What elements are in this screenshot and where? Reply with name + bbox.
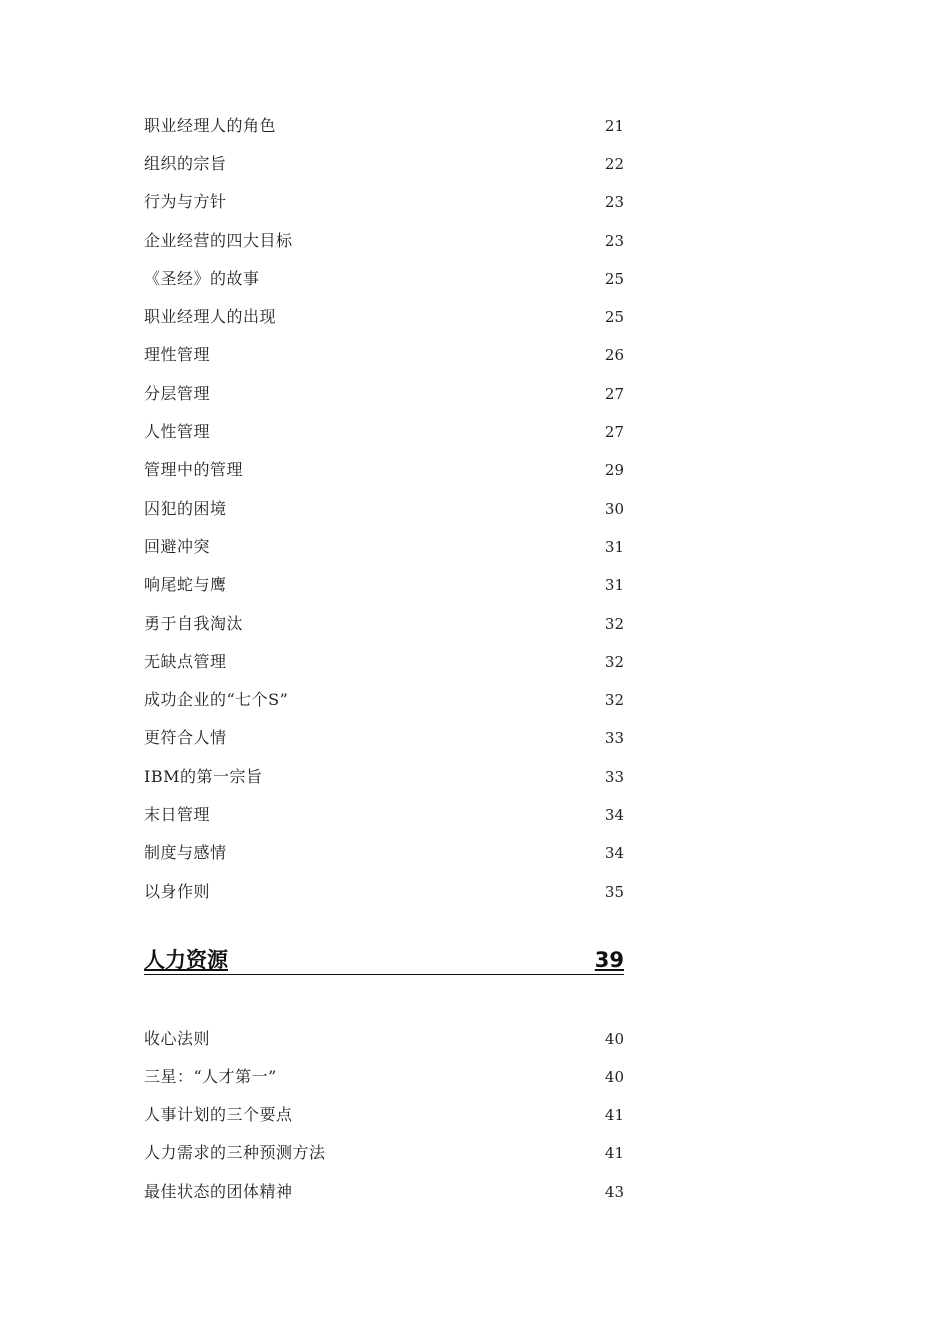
toc-entry-title: 回避冲突 [144,537,211,556]
toc-entry-title: 三星：“人才第一” [144,1067,277,1086]
toc-entry[interactable] [144,765,624,789]
toc-entry[interactable] [144,573,624,597]
toc-entry-page: 26 [604,346,624,364]
toc-entry-title: 成功企业的“七个S” [144,690,289,709]
toc-entry-page: 35 [604,883,624,901]
toc-entry-title: 企业经营的四大目标 [144,231,293,250]
toc-entry[interactable] [144,726,624,750]
toc-section-heading[interactable] [144,944,624,975]
toc-entry-title: 响尾蛇与鹰 [144,575,227,594]
toc-entry-title: 收心法则 [144,1029,211,1048]
toc-entry[interactable] [144,114,624,138]
toc-entry[interactable] [144,612,624,636]
toc-entry-page: 41 [604,1144,624,1162]
toc-entry-title: 职业经理人的出现 [144,307,277,326]
toc-entry[interactable] [144,497,624,521]
toc-entry-title: 末日管理 [144,805,211,824]
toc-entry[interactable] [144,1027,624,1051]
toc-entry-page: 33 [604,768,624,786]
toc-entry[interactable] [144,535,624,559]
toc-entry-page: 34 [604,844,624,862]
toc-entry-page: 33 [604,729,624,747]
toc-entry[interactable] [144,382,624,406]
toc-entry[interactable] [144,841,624,865]
toc-entry-title: 更符合人情 [144,728,227,747]
toc-entry-page: 43 [604,1183,624,1201]
toc-entry[interactable] [144,688,624,712]
toc-entry-title: 以身作则 [144,882,211,901]
toc-entry-page: 40 [604,1068,624,1086]
toc-entry[interactable] [144,1180,624,1204]
toc-entry-page: 27 [604,385,624,403]
toc-entry[interactable] [144,1103,624,1127]
toc-entry-page: 23 [604,193,624,211]
toc-entry-title: 理性管理 [144,345,211,364]
toc-entry-title: 勇于自我淘汰 [144,614,244,633]
toc-entry-page: 27 [604,423,624,441]
toc-entry[interactable] [144,1141,624,1165]
toc-entry-page: 31 [604,576,624,594]
toc-entry[interactable] [144,1065,624,1089]
toc-entry[interactable] [144,420,624,444]
toc-entry-page: 32 [604,691,624,709]
toc-entry-title: 制度与感情 [144,843,227,862]
section-page: 39 [594,948,624,972]
toc-entry-page: 31 [604,538,624,556]
toc-entry-title: 人事计划的三个要点 [144,1105,293,1124]
toc-entry-title: 最佳状态的团体精神 [144,1182,293,1201]
toc-entry-title: 人性管理 [144,422,211,441]
toc-entry-page: 30 [604,500,624,518]
toc-entry-page: 29 [604,461,624,479]
toc-entry-page: 34 [604,806,624,824]
toc-entry[interactable] [144,458,624,482]
toc-entry[interactable] [144,190,624,214]
toc-entry-page: 32 [604,653,624,671]
toc-entry[interactable] [144,229,624,253]
toc-entry[interactable] [144,152,624,176]
toc-entry-title: 管理中的管理 [144,460,244,479]
toc-entry-page: 21 [604,117,624,135]
toc-entry-page: 22 [604,155,624,173]
toc-entry[interactable] [144,267,624,291]
toc-entry-page: 41 [604,1106,624,1124]
toc-entry[interactable] [144,343,624,367]
toc-entry-page: 32 [604,615,624,633]
toc-entry-title: 分层管理 [144,384,211,403]
section-title: 人力资源 [144,948,228,972]
toc-entry[interactable] [144,880,624,904]
toc-entry[interactable] [144,803,624,827]
toc-entry-title: 无缺点管理 [144,652,227,671]
toc-entry-page: 23 [604,232,624,250]
toc-entry[interactable] [144,650,624,674]
toc-entry-page: 25 [604,308,624,326]
toc-entry-page: 40 [604,1030,624,1048]
toc-entry-page: 25 [604,270,624,288]
toc-entry-title: 囚犯的困境 [144,499,227,518]
toc-entry-title: 组织的宗旨 [144,154,227,173]
toc-entry-title: IBM的第一宗旨 [144,767,263,786]
toc-entry-title: 职业经理人的角色 [144,116,277,135]
toc-entry-title: 人力需求的三种预测方法 [144,1143,326,1162]
toc-entry-title: 《圣经》的故事 [144,269,260,288]
toc-entry[interactable] [144,305,624,329]
toc-entry-title: 行为与方针 [144,192,227,211]
